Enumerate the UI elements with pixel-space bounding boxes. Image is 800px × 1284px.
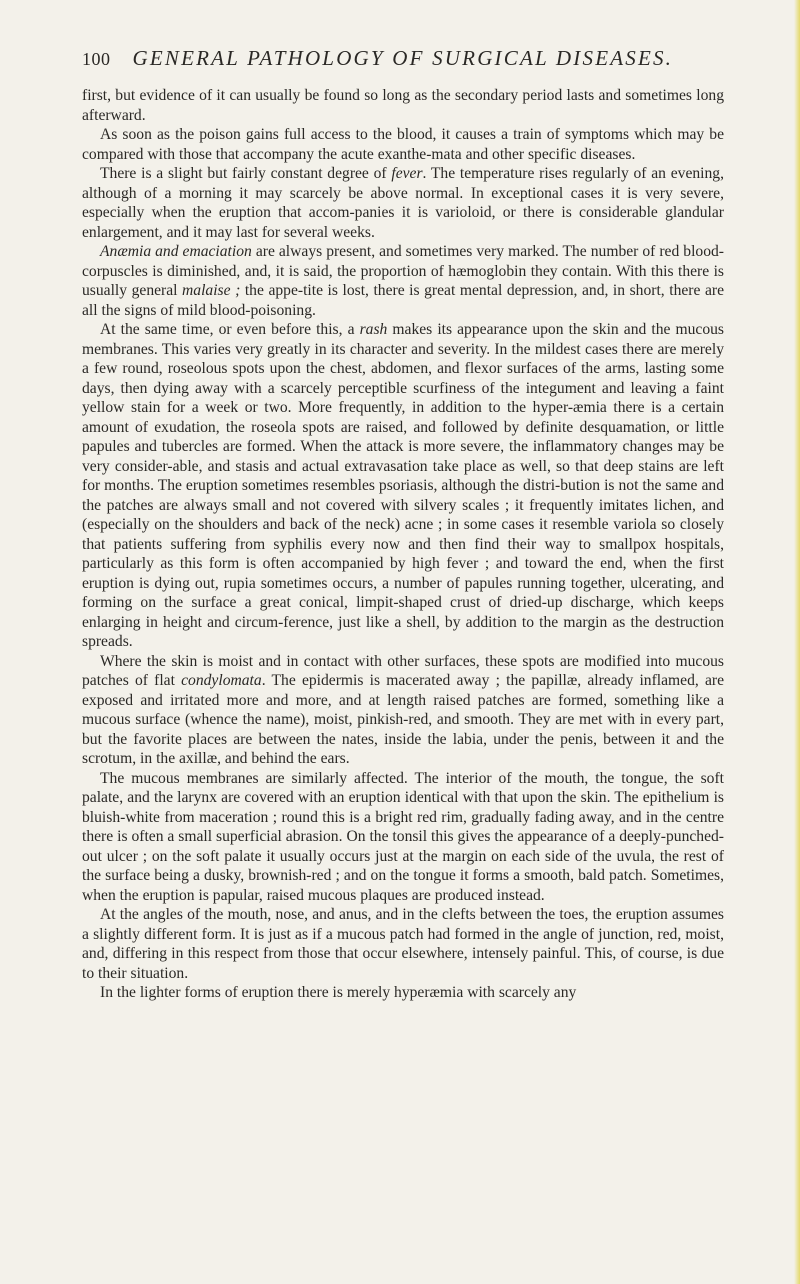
running-head xyxy=(82,46,722,78)
page-number: 100 xyxy=(82,49,111,69)
paragraph xyxy=(82,125,724,164)
text-run: the appe-tite is lost, there is great mental depression, and, in short, there are all the signs of mild blood-poisoning. xyxy=(82,282,724,319)
text-run: makes its appearance upon the skin and the mucous membranes. This varies very greatly in its character and severity. In the mildest cases there are merely a few round, roseolous spots upon the chest, abdomen, and flexor surfaces of the arms, lasting some days, then dying away with a scarcely perceptible scurfiness of the integument and leaving a faint yellow stain for a week or two. More frequently, in addition to the hyper-æmia there is a certain amount of exudation, the roseola spots are raised, and followed by definite desquamation, or little papules and tubercles are formed. When the attack is more severe, the inflammatory changes may be very consider-able, and stasis and actual extravasation take place as well, so that deep stains are left for months. The eruption sometimes resembles psoriasis, although the distri-bution is not the same and the patches are always small and not covered with silvery scales ; it frequently imitates lichen, and (especially on the shoulders and back of the neck) acne ; in some cases it resemble variola so closely that patients suffering from syphilis every now and then find their way to smallpox hospitals, particularly as this form is often accompanied by high fever ; and toward the end, when the first eruption is dying out, rupia sometimes occurs, a number of papules running together, ulcerating, and forming on the surface a great conical, limpit-shaped crust of dried-up discharge, which keeps enlarging in height and circum-ference, just like a shell, by addition to the margin as the destruction spreads. xyxy=(82,321,725,650)
paragraph xyxy=(82,320,724,652)
italic-text: rash xyxy=(359,321,388,338)
running-title: GENERAL PATHOLOGY OF SURGICAL DISEASES. xyxy=(132,46,674,70)
text-run: first, but evidence of it can usually be found so long as the secondary period lasts and sometimes long afterward. xyxy=(82,87,724,124)
text-run: In the lighter forms of eruption there is merely hyperæmia with scarcely any xyxy=(100,984,577,1001)
text-run: There is a slight but fairly constant degree of xyxy=(100,165,392,182)
paragraph xyxy=(82,164,724,242)
page-edge xyxy=(794,0,800,1284)
text-run: . The epidermis is macerated away ; the papillæ, already inflamed, are exposed and irritated more and more, and at length raised patches are formed, something like a mucous surface (whence the name), moist, pinkish-red, and smooth. They are met with in every part, but the favorite places are between the nates, inside the labia, under the penis, between it and the scrotum, in the axillæ, and behind the ears. xyxy=(82,672,724,767)
paragraph xyxy=(82,905,724,983)
text-run: The mucous membranes are similarly affected. The interior of the mouth, the tongue, the soft palate, and the larynx are covered with an eruption identical with that upon the skin. The epithelium is bluish-white from maceration ; round this is a bright red rim, gradually fading away, and in the centre there is often a small superficial abrasion. On the tonsil this gives the appearance of a deeply-punched-out ulcer ; on the soft palate it usually occurs just at the margin on each side of the uvula, the rest of the surface being a dusky, brownish-red ; and on the tongue it forms a smooth, bald patch. Sometimes, when the eruption is papular, raised mucous plaques are produced instead. xyxy=(82,769,724,904)
paragraph xyxy=(82,769,724,906)
italic-text: condylomata xyxy=(181,672,262,689)
italic-text: Anæmia and emaciation xyxy=(100,243,252,260)
italic-text: malaise ; xyxy=(182,282,241,299)
paragraph xyxy=(82,242,724,320)
paragraph xyxy=(82,983,724,1003)
text-run: are always present, and sometimes very marked. The number of red blood-corpuscles is diminished, and, it is said, the proportion of hæmoglobin they contain. With this there is usually general xyxy=(82,243,725,299)
text-run: . The temperature rises regularly of an evening, although of a morning it may scarcely be above normal. In exceptional cases it is very severe, especially when the eruption that accom-panies it is varioloid, or there is considerable glandular enlargement, and it may last for several weeks. xyxy=(82,165,724,241)
paragraph xyxy=(82,652,724,769)
text-run: At the same time, or even before this, a xyxy=(100,321,360,338)
paragraph xyxy=(82,86,724,125)
italic-text: fever xyxy=(391,165,423,182)
text-run: At the angles of the mouth, nose, and anus, and in the clefts between the toes, the eruption assumes a slightly different form. It is just as if a mucous patch had formed in the angle of junction, red, moist, and, differing in this respect from those that occur elsewhere, intensely painful. This, of course, is due to their situation. xyxy=(82,906,724,982)
text-run: As soon as the poison gains full access to the blood, it causes a train of symptoms which may be compared with those that accompany the acute exanthe-mata and other specific diseases. xyxy=(82,126,724,163)
text-run: Where the skin is moist and in contact with other surfaces, these spots are modified into mucous patches of flat xyxy=(82,652,724,689)
body-text xyxy=(82,86,724,1003)
